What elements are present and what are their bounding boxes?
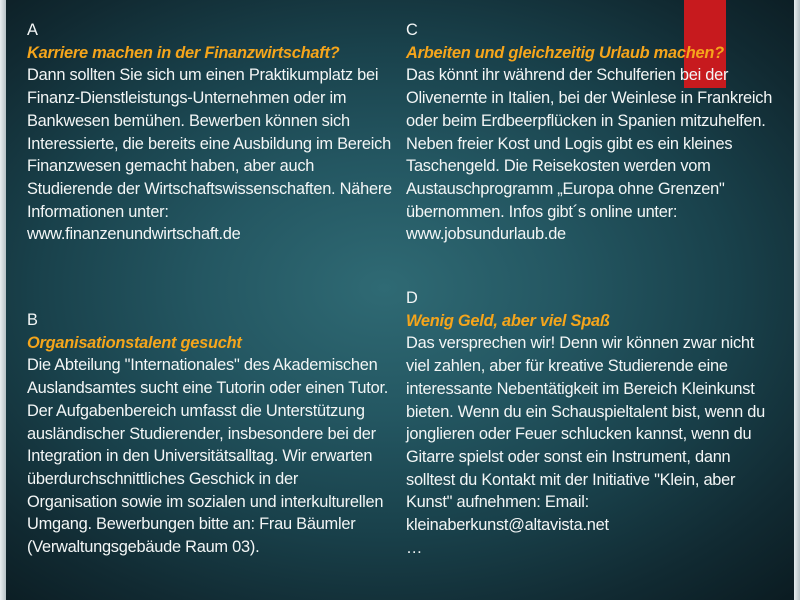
ad-text-line: Finanz-Dienstleistungs-Unternehmen oder im	[27, 89, 347, 108]
ad-ellipsis: …	[406, 538, 423, 557]
ad-text-line: Gitarre spielst oder sonst ein Instrument, dann	[406, 447, 731, 466]
ad-text-line: Austauschprogramm „Europa ohne Grenzen"	[406, 179, 725, 198]
ad-text-line: Finanzwesen gemacht haben, aber auch	[27, 157, 315, 176]
ad-text-line: Umgang. Bewerbungen bitte an: Frau Bäumler	[27, 515, 356, 534]
ad-letter: C	[406, 21, 418, 39]
ad-title: Karriere machen in der Finanzwirtschaft?	[27, 43, 340, 62]
ad-text-line: Studierende der Wirtschaftswissenschaften. Nähere	[27, 179, 392, 198]
ad-letter: A	[27, 21, 38, 39]
ad-text-line: solltest du Kontakt mit der Initiative "Klein, aber	[406, 470, 736, 489]
ad-letter: D	[406, 289, 418, 307]
ad-text-line: übernommen. Infos gibt´s online unter:	[406, 202, 678, 221]
left-edge-stripe	[0, 0, 6, 600]
ad-text-line: Organisation sowie im sozialen und interkulturellen	[27, 492, 384, 511]
ad-url: www.finanzenundwirtschaft.de	[27, 225, 241, 244]
ad-email: kleinaberkunst@altavista.net	[406, 516, 609, 535]
ad-text-line: viel zahlen, aber für kreative Studierende eine	[406, 357, 728, 376]
ad-d	[406, 287, 765, 559]
ad-text-line: Taschengeld. Die Reisekosten werden vom	[406, 157, 711, 176]
right-edge-stripe	[794, 0, 800, 600]
ad-text-line: bieten. Wenn du ein Schauspieltalent bist, wenn du	[406, 402, 765, 421]
ad-title: Wenig Geld, aber viel Spaß	[406, 311, 610, 330]
ad-text-line: Neben freier Kost und Logis gibt es ein kleines	[406, 134, 733, 153]
ad-text-line: oder beim Erdbeerpflücken in Spanien mitzuhelfen.	[406, 111, 766, 130]
ad-text-line: überdurchschnittliches Geschick in der	[27, 469, 299, 488]
ad-text-line: Der Aufgabenbereich umfasst die Unterstützung	[27, 401, 365, 420]
ad-text-line: ausländischer Studierender, insbesondere bei der	[27, 424, 376, 443]
ad-text-line: Dann sollten Sie sich um einen Praktikumplatz bei	[27, 66, 379, 85]
ad-text-line: Das könnt ihr während der Schulferien bei der	[406, 66, 729, 85]
ad-text-line: jonglieren oder Feuer schlucken kannst, wenn du	[406, 425, 752, 444]
ad-a	[27, 19, 392, 246]
ad-text-line: Kunst" aufnehmen: Email:	[406, 493, 589, 512]
ad-text-line: (Verwaltungsgebäude Raum 03).	[27, 538, 260, 557]
ad-text-line: Das versprechen wir! Denn wir können zwar nicht	[406, 334, 755, 353]
ad-text-line: Olivenernte in Italien, bei der Weinlese in Frankreich	[406, 89, 773, 108]
ad-c	[406, 19, 772, 246]
ad-title: Organisationstalent gesucht	[27, 333, 242, 352]
ad-text-line: Interessierte, die bereits eine Ausbildung im Bereich	[27, 134, 391, 153]
ad-title: Arbeiten und gleichzeitig Urlaub machen?	[406, 43, 724, 62]
ad-text-line: Informationen unter:	[27, 202, 169, 221]
ad-text-line: Die Abteilung "Internationales" des Akademischen	[27, 356, 378, 375]
ad-text-line: interessante Nebentätigkeit im Bereich Kleinkunst	[406, 379, 755, 398]
ad-text-line: Integration in den Universitätsalltag. Wir erwarten	[27, 447, 373, 466]
ad-b	[27, 309, 388, 559]
ad-url: www.jobsundurlaub.de	[406, 225, 566, 244]
ad-text-line: Bankwesen bemühen. Bewerben können sich	[27, 111, 350, 130]
ad-letter: B	[27, 311, 38, 329]
ad-text-line: Auslandsamtes sucht eine Tutorin oder einen Tutor.	[27, 379, 389, 398]
